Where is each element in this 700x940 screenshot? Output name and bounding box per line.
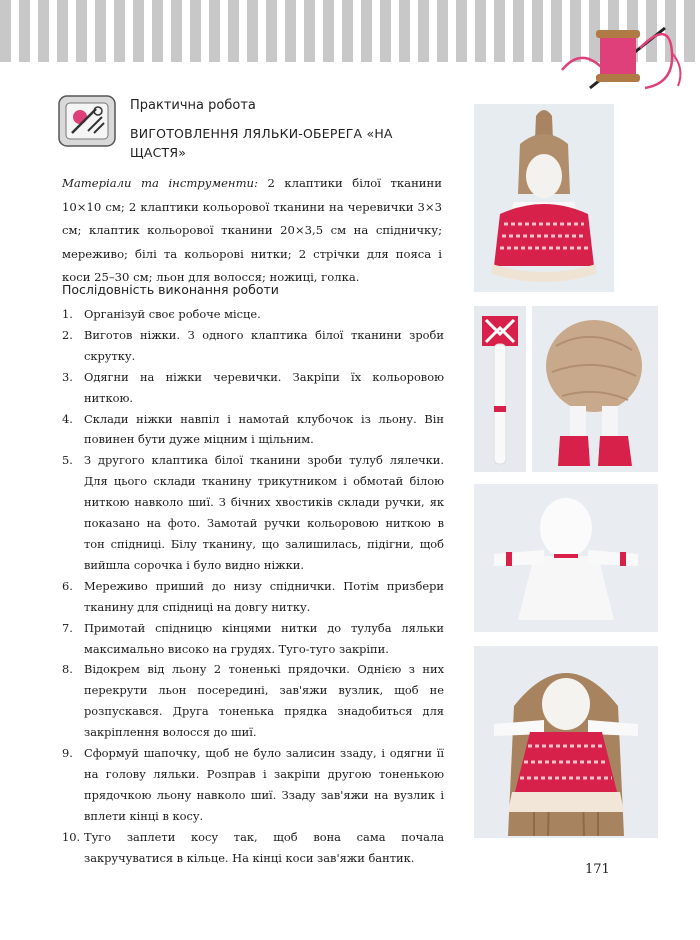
list-item <box>62 304 444 325</box>
practical-work-icon <box>58 95 116 147</box>
step-number: 2. <box>62 327 73 342</box>
step-number: 8. <box>62 662 73 677</box>
step-text: Склади ніжки навпіл і намотай клубочок із льону. Він повинен бути дуже міцним і щільним. <box>84 411 444 447</box>
list-item <box>62 367 444 409</box>
photo-doll-with-braid <box>474 646 658 838</box>
step-text: Виготов ніжки. З одного клаптика білої тканини зроби скрутку. <box>84 327 444 363</box>
step-number: 10. <box>62 829 81 844</box>
step-number: 1. <box>62 307 73 321</box>
step-text: Відокрем від льону 2 тоненькі прядочки. Однією з них перекрути льон посередині, зав'яжи вузлик, щоб не розпускався. Друга тоненька прядка знадобиться для закріплення волосся до шиї. <box>84 662 444 740</box>
step-text: Туго заплети косу так, щоб вона сама почала закручуватися в кільце. На кінці коси зав'яжи бантик. <box>84 829 444 865</box>
photo-doll-body <box>474 484 658 632</box>
step-text: Сформуй шапочку, щоб не було залисин ззаду, і одягни її на голову ляльки. Розправ і закріпи другою тоненькою прядочкою льону навколо шиї. Ззаду зав'яжи на вузлик і вплети кінці в косу. <box>84 746 444 823</box>
thread-spool-logo <box>560 8 690 108</box>
steps-list <box>62 304 444 868</box>
step-text: З другого клаптика білої тканини зроби тулуб лялечки. Для цього склади тканину трикутником і обмотай білою ниткою навколо шиї. З бічних хвостиків склади ручки, як показано на фото. Замотай ручки кольоровою ниткою в тон спідниці. Білу тканину, що залишилась, підігни, щоб вийшла сорочка і було видно ніжки. <box>84 453 444 572</box>
step-number: 6. <box>62 578 73 593</box>
list-item <box>62 409 444 451</box>
list-item <box>62 325 444 367</box>
step-text: Організуй своє робоче місце. <box>84 307 261 321</box>
list-item <box>62 659 444 743</box>
step-number: 4. <box>62 411 73 426</box>
photo-flax-ball <box>532 306 658 472</box>
materials-paragraph <box>62 172 442 290</box>
list-item <box>62 576 444 618</box>
list-item <box>62 450 444 575</box>
sequence-title: Послідовність виконання роботи <box>62 282 279 297</box>
list-item <box>62 618 444 660</box>
page-title: ВИГОТОВЛЕННЯ ЛЯЛЬКИ-ОБЕРЕГА «НА ЩАСТЯ» <box>130 126 393 160</box>
photo-finished-doll <box>474 104 614 292</box>
materials-label: Матеріали та інструменти: <box>62 176 258 190</box>
practical-work-label: Практична робота <box>130 98 256 113</box>
step-text: Мереживо приший до низу спіднички. Потім призбери тканину для спідниці на довгу нитку. <box>84 578 444 614</box>
materials-text: 2 клаптики білої тканини 10×10 см; 2 клаптики кольорової тканини на черевички 3×3 см; клаптик кольорової тканини 20×3,5 см на спідничку; мереживо; білі та кольорові нитки; 2 стрічки для пояса і коси 25–30 см; льон для волосся; ножиці, голка. <box>62 176 442 284</box>
photo-leg-roll <box>474 306 526 472</box>
step-number: 3. <box>62 369 73 384</box>
page-number: 171 <box>585 862 610 877</box>
list-item <box>62 827 444 869</box>
step-text: Примотай спідницю кінцями нитки до тулуба ляльки максимально високо на грудях. Туго-туго закріпи. <box>84 620 444 656</box>
step-number: 7. <box>62 620 73 635</box>
step-number: 5. <box>62 453 73 468</box>
list-item <box>62 743 444 827</box>
step-text: Одягни на ніжки черевички. Закріпи їх кольоровою ниткою. <box>84 369 444 405</box>
step-number: 9. <box>62 746 73 761</box>
